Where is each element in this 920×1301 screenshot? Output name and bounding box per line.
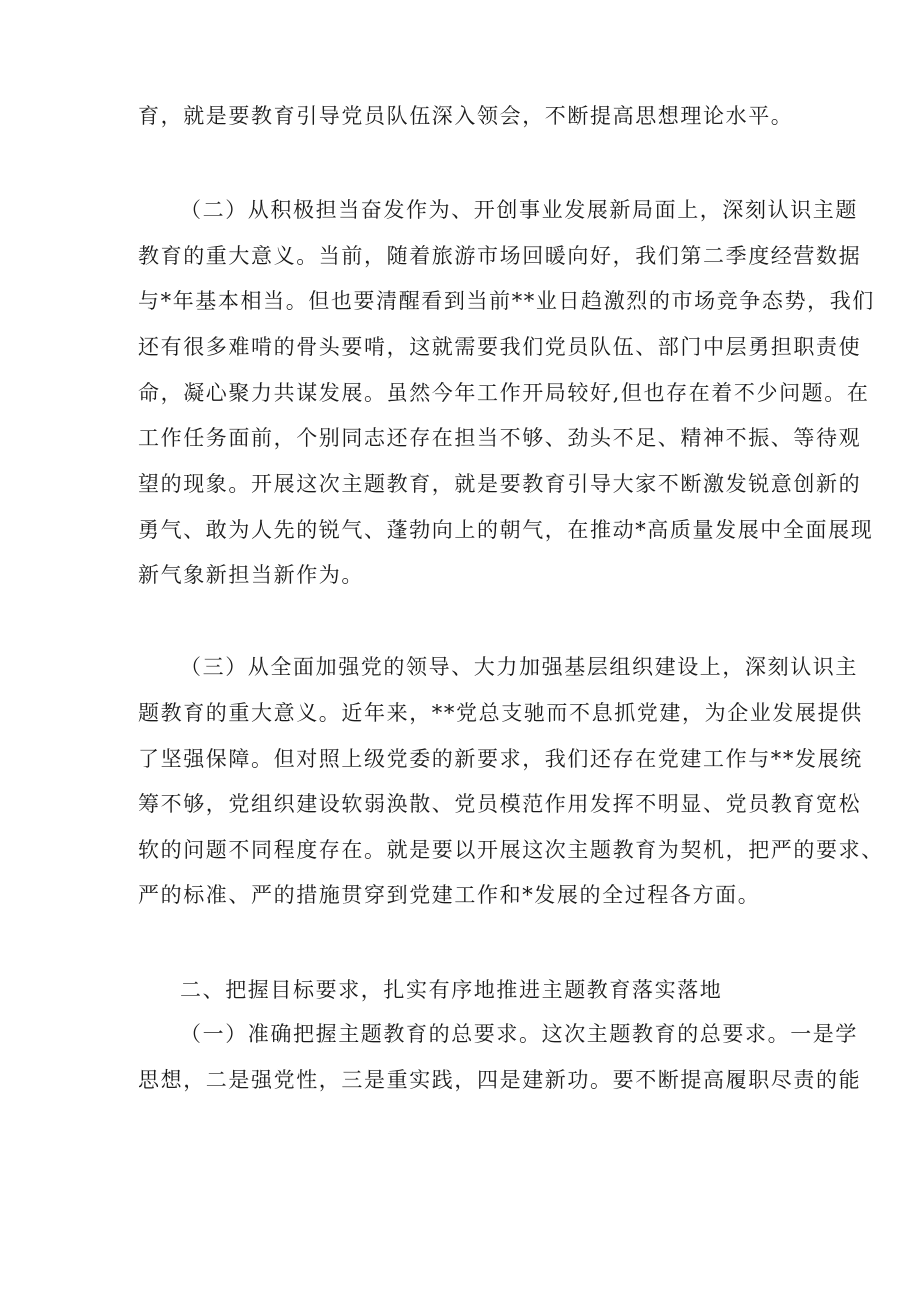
paragraph-3-line-6: 严的标准、严的措施贯穿到党建工作和*发展的全过程各方面。: [138, 883, 761, 907]
paragraph-2-line-8: 勇气、敢为人先的锐气、蓬勃向上的朝气，在推动*高质量发展中全面展现: [138, 518, 874, 542]
section-heading: 二、把握目标要求，扎实有序地推进主题教育落实落地: [180, 978, 723, 1002]
paragraph-2-line-6: 工作任务面前，个别同志还存在担当不够、劲头不足、精神不振、等待观: [138, 426, 862, 450]
paragraph-2-line-2: 教育的重大意义。当前，随着旅游市场回暖向好，我们第二季度经营数据: [138, 244, 862, 268]
paragraph-3-line-2: 题教育的重大意义。近年来，**党总支驰而不息抓党建，为企业发展提供: [138, 701, 863, 725]
paragraph-2-line-4: 还有很多难啃的骨头要啃，这就需要我们党员队伍、部门中层勇担职责使: [138, 335, 862, 359]
paragraph-4-line-1: （一）准确把握主题教育的总要求。这次主题教育的总要求。一是学: [180, 1022, 858, 1046]
paragraph-2-line-7: 望的现象。开展这次主题教育，就是要教育引导大家不断激发锐意创新的: [138, 472, 862, 496]
paragraph-3-line-5: 软的问题不同程度存在。就是要以开展这次主题教育为契机，把严的要求、: [138, 838, 884, 862]
paragraph-3-line-1: （三）从全面加强党的领导、大力加强基层组织建设上，深刻认识主: [180, 655, 858, 679]
paragraph-2-line-5: 命，凝心聚力共谋发展。虽然今年工作开局较好,但也存在着不少问题。在: [138, 381, 870, 405]
paragraph-3-line-3: 了坚强保障。但对照上级党委的新要求，我们还存在党建工作与**发展统: [138, 747, 863, 771]
paragraph-1-line-1: 育，就是要教育引导党员队伍深入领会，不断提高思想理论水平。: [138, 104, 794, 128]
paragraph-2-line-9: 新气象新担当新作为。: [138, 563, 364, 587]
paragraph-2-line-3: 与*年基本相当。但也要清醒看到当前**业日趋激烈的市场竞争态势，我们: [138, 289, 875, 313]
paragraph-2-line-1: （二）从积极担当奋发作为、开创事业发展新局面上，深刻认识主题: [180, 198, 858, 222]
paragraph-4-line-2: 思想，二是强党性，三是重实践，四是建新功。要不断提高履职尽责的能: [138, 1068, 862, 1092]
paragraph-3-line-4: 筹不够，党组织建设软弱涣散、党员模范作用发挥不明显、党员教育宽松: [138, 792, 862, 816]
